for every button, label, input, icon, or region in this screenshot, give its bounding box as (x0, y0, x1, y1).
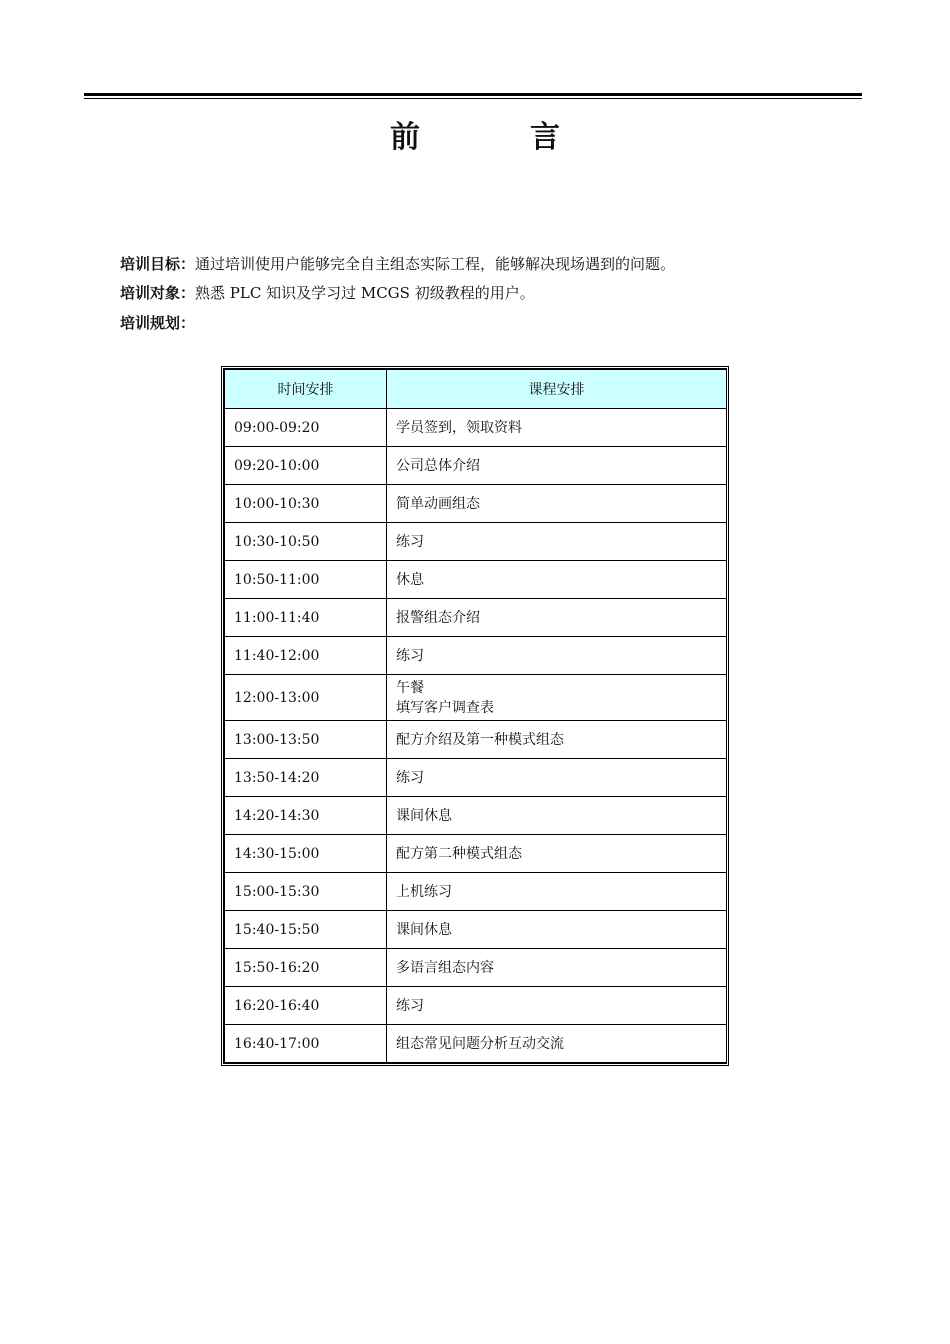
training-audience (120, 283, 535, 303)
training-plan (120, 313, 195, 333)
training-goal-label: 培训目标： (120, 255, 196, 273)
schedule-time-cell: 09:00-09:20 (225, 409, 387, 447)
schedule-time-cell: 14:30-15:00 (225, 835, 387, 873)
training-audience-text: 熟悉 PLC 知识及学习过 MCGS 初级教程的用户。 (195, 284, 535, 302)
schedule-row (225, 911, 727, 949)
schedule-course-cell: 课间休息 (387, 911, 727, 949)
page-title: 前 言 (390, 120, 600, 155)
schedule-time-cell: 13:00-13:50 (225, 721, 387, 759)
training-audience-label: 培训对象： (120, 284, 196, 302)
schedule-time-cell: 14:20-14:30 (225, 797, 387, 835)
schedule-row (225, 561, 727, 599)
schedule-time-cell: 13:50-14:20 (225, 759, 387, 797)
schedule-row (225, 637, 727, 675)
schedule-time-cell: 11:40-12:00 (225, 637, 387, 675)
schedule-course-cell: 上机练习 (387, 873, 727, 911)
schedule-course-cell: 休息 (387, 561, 727, 599)
schedule-row (225, 797, 727, 835)
schedule-course-cell: 配方第二种模式组态 (387, 835, 727, 873)
schedule-course-line: 填写客户调查表 (396, 699, 494, 716)
schedule-course-cell: 报警组态介绍 (387, 599, 727, 637)
schedule-row (225, 409, 727, 447)
schedule-course-cell: 简单动画组态 (387, 485, 727, 523)
schedule-time-cell: 16:20-16:40 (225, 987, 387, 1025)
schedule-row (225, 759, 727, 797)
schedule-course-line: 午餐 (396, 679, 424, 696)
training-plan-label: 培训规划： (120, 314, 196, 332)
schedule-time-cell: 10:00-10:30 (225, 485, 387, 523)
schedule-course-cell: 多语言组态内容 (387, 949, 727, 987)
schedule-header-row (225, 370, 727, 409)
schedule-time-cell: 15:40-15:50 (225, 911, 387, 949)
schedule-time-cell: 16:40-17:00 (225, 1025, 387, 1063)
schedule-row (225, 721, 727, 759)
schedule-course-cell: 练习 (387, 759, 727, 797)
column-header-time: 时间安排 (225, 370, 387, 409)
schedule-course-cell: 公司总体介绍 (387, 447, 727, 485)
schedule-row (225, 599, 727, 637)
schedule-row (225, 987, 727, 1025)
schedule-course-cell: 组态常见问题分析互动交流 (387, 1025, 727, 1063)
schedule-table-frame (221, 366, 729, 1066)
schedule-row (225, 1025, 727, 1063)
schedule-time-cell: 11:00-11:40 (225, 599, 387, 637)
schedule-course-cell: 配方介绍及第一种模式组态 (387, 721, 727, 759)
column-header-course: 课程安排 (387, 370, 727, 409)
schedule-course-cell: 练习 (387, 523, 727, 561)
header-rule-thin (84, 98, 862, 99)
schedule-course-cell (387, 675, 727, 721)
schedule-row (225, 949, 727, 987)
schedule-time-cell: 09:20-10:00 (225, 447, 387, 485)
schedule-course-cell: 课间休息 (387, 797, 727, 835)
schedule-body (225, 409, 727, 1063)
schedule-row (225, 835, 727, 873)
schedule-course-cell: 练习 (387, 637, 727, 675)
schedule-time-cell: 10:50-11:00 (225, 561, 387, 599)
schedule-table (224, 369, 727, 1063)
training-goal-text: 通过培训使用户能够完全自主组态实际工程，能够解决现场遇到的问题。 (195, 255, 676, 273)
header-rule-thick (84, 93, 862, 96)
schedule-time-cell: 15:00-15:30 (225, 873, 387, 911)
schedule-time-cell: 10:30-10:50 (225, 523, 387, 561)
schedule-course-cell: 学员签到，领取资料 (387, 409, 727, 447)
schedule-course-cell: 练习 (387, 987, 727, 1025)
schedule-row (225, 873, 727, 911)
schedule-time-cell: 12:00-13:00 (225, 675, 387, 721)
training-goal (120, 254, 675, 274)
schedule-time-cell: 15:50-16:20 (225, 949, 387, 987)
schedule-row (225, 675, 727, 721)
schedule-row (225, 523, 727, 561)
schedule-row (225, 485, 727, 523)
schedule-row (225, 447, 727, 485)
